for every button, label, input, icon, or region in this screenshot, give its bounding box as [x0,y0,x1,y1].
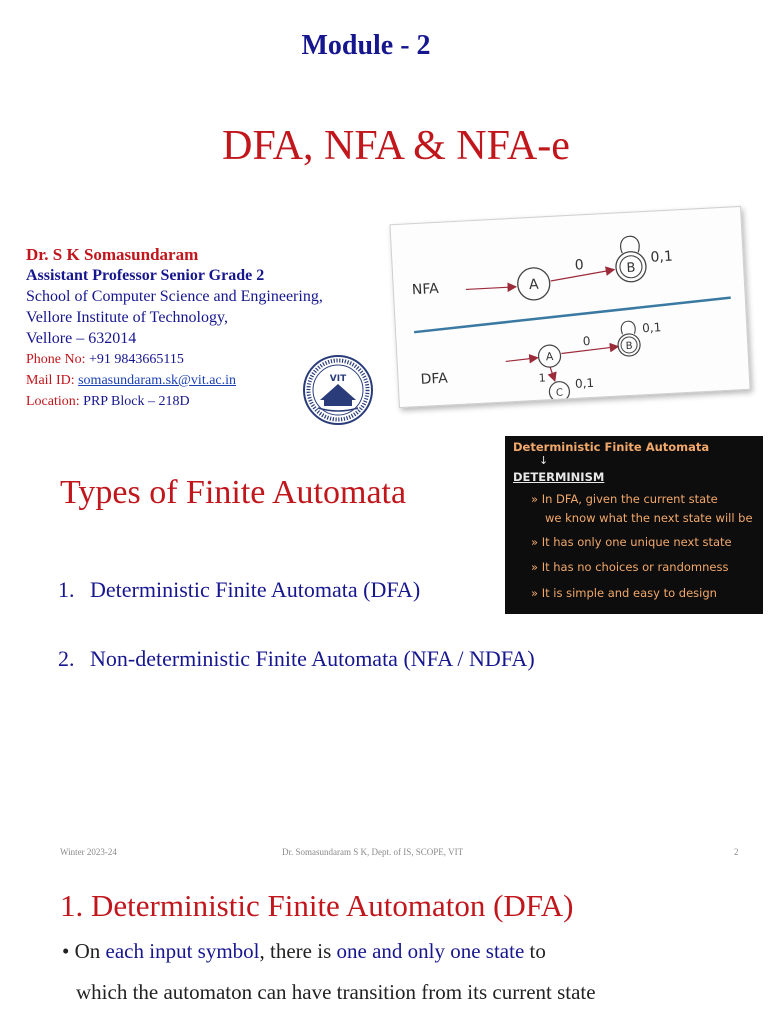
dfa-c-loop-label: 0,1 [574,375,595,391]
footer-author: Dr. Somasundaram S K, Dept. of IS, SCOPE, VIT [282,847,464,857]
type-number: 1. [58,577,75,602]
footer-term: Winter 2023-24 [60,847,117,857]
dfa-b-self-loop [621,321,636,334]
author-location-row [26,391,323,412]
module-title: Module - 2 [301,30,431,61]
dfa-definition-line-2: which the automaton can have transition from its current state [76,980,596,1004]
types-heading: Types of Finite Automata [60,474,407,511]
dfa-definition-line-1 [62,939,546,964]
dfa-label: DFA [420,370,449,388]
type-item-dfa [58,577,420,603]
slide-title: DFA, NFA & NFA-e [222,123,570,169]
dfa-state-c-label: C [555,387,564,399]
location-value: PRP Block – 218D [83,394,190,409]
nfa-state-a-label: A [528,276,539,294]
bullet: • [62,939,70,963]
nfa-label: NFA [411,280,440,299]
text-segment: , there is [259,939,337,963]
highlight-segment: each input symbol [105,939,260,963]
nfa-symbol-0: 0 [574,257,585,274]
seal-text: VIT [329,374,347,384]
author-institute: Vellore Institute of Technology, [26,309,228,326]
dfa-state-b-label: B [625,340,633,353]
location-label: Location: [26,394,80,409]
phone-value: +91 9843665115 [89,352,184,367]
dfa-a-to-c-arrow [550,367,555,381]
highlight-segment: one and only one state [336,939,525,963]
author-city: Vellore – 632014 [26,330,137,347]
author-name: Dr. S K Somasundaram [26,245,199,264]
dfa-state-a-label: A [545,349,554,364]
nfa-start-arrow [466,287,516,290]
text-segment: to [524,939,546,963]
blackboard-line: » It has only one unique next state [531,535,732,549]
author-phone-row [26,349,323,370]
blackboard-determinism: DETERMINISM [513,470,605,484]
blackboard-line: » It has no choices or randomness [531,560,729,574]
nfa-loop-label: 0,1 [650,248,674,266]
mail-label: Mail ID: [26,373,75,388]
blackboard-line: » It is simple and easy to design [531,586,717,600]
dfa-start-arrow [506,358,538,362]
author-school: School of Computer Science and Engineering, [26,288,323,305]
nfa-self-loop [620,236,639,253]
nfa-dfa-diagram [389,206,750,408]
dfa-symbol-1: 1 [538,371,547,385]
blackboard-line: we know what the next state will be [545,511,753,525]
footer-page-number: 2 [734,847,739,857]
vit-seal-logo [302,354,374,426]
determinism-blackboard [505,436,763,614]
type-label: Non-deterministic Finite Automata (NFA / NDFA) [90,646,535,671]
diagram-divider [413,298,732,336]
dfa-b-loop-label: 0,1 [641,320,662,336]
dfa-section-title: 1. Deterministic Finite Automaton (DFA) [60,888,574,923]
down-arrow-icon: ↓ [539,454,549,467]
author-mail-row [26,370,323,391]
automata-diagram-svg [390,207,749,407]
blackboard-heading: Deterministic Finite Automata [513,440,710,454]
type-item-nfa [58,646,535,672]
nfa-state-b-label: B [626,260,636,276]
blackboard-line: » In DFA, given the current state [531,492,718,506]
type-number: 2. [58,646,75,671]
text-segment: On [74,939,106,963]
mail-link[interactable]: somasundaram.sk@vit.ac.in [78,373,237,388]
type-label: Deterministic Finite Automata (DFA) [90,577,421,602]
author-role: Assistant Professor Senior Grade 2 [26,267,265,284]
phone-label: Phone No: [26,352,86,367]
dfa-symbol-0: 0 [582,333,591,349]
author-block [26,244,323,412]
